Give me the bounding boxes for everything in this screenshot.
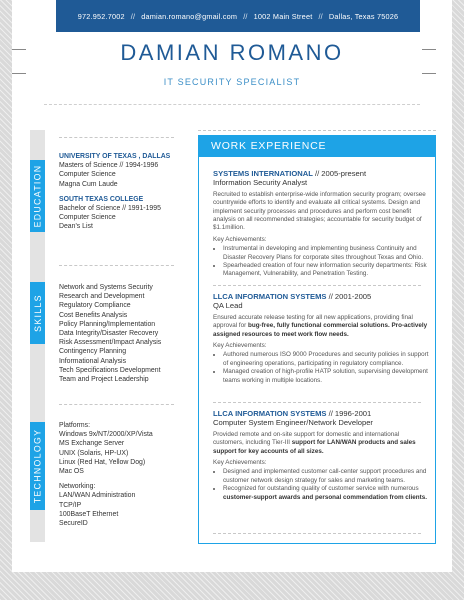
degree-line: Magna Cum Laude xyxy=(59,180,118,188)
skill-item: Policy Planning/Implementation xyxy=(59,320,156,328)
technology-section xyxy=(59,421,184,528)
job-title: QA Lead xyxy=(213,301,243,311)
job-description xyxy=(213,314,429,339)
degree-line: Bachelor of Science // 1991-1995 xyxy=(59,205,161,213)
networking-item: LAN/WAN Administration xyxy=(59,492,136,500)
achievement-item xyxy=(223,485,429,502)
job-company: LLCA INFORMATION SYSTEMS xyxy=(213,409,327,418)
achievement-item: • Instrumental in developing and implementing business Continuity and Disaster Recovery Plans for corporate sites throughout Texas and Ohio. xyxy=(223,245,429,262)
skill-item: Risk Assessment/Impact Analysis xyxy=(59,339,162,347)
networking-item: TCP/IP xyxy=(59,501,82,509)
skill-item: Cost Benefits Analysis xyxy=(59,311,128,319)
skill-item: Informational Analysis xyxy=(59,357,127,365)
job-entry xyxy=(213,292,429,385)
job-company: LLCA INFORMATION SYSTEMS xyxy=(213,292,327,301)
school-name: UNIVERSITY OF TEXAS , DALLAS xyxy=(59,153,171,160)
school-name: SOUTH TEXAS COLLEGE xyxy=(59,195,144,203)
achievement-list xyxy=(213,468,429,502)
job-dates: // 1996-2001 xyxy=(326,409,372,418)
left-divider xyxy=(59,137,174,138)
degree-line: Computer Science xyxy=(59,171,116,179)
job-divider xyxy=(213,285,421,286)
degree-line: Masters of Science // 1994-1996 xyxy=(59,162,159,170)
key-achievements-label: Key Achievements: xyxy=(213,342,267,350)
platforms-label: Platforms: xyxy=(59,422,91,429)
achievement-highlight: customer-support awards and personal commendation from clients. xyxy=(223,493,427,501)
header-dash-right-bottom xyxy=(422,73,436,74)
description-highlight: bug-free, fully functional commercial solutions. Pro-actively assigned resources to meet work flow needs. xyxy=(213,322,428,338)
degree-line: Computer Science xyxy=(59,214,116,222)
achievement-item: • Authored numerous ISO 9000 Procedures and security policies in support of engineering operations, participating in regulatory compliance. xyxy=(223,351,429,368)
contact-phone: 972.952.7002 xyxy=(77,11,125,21)
key-achievements-label: Key Achievements: xyxy=(213,459,267,467)
achievement-item: • Designed and implemented customer call-center support procedures and customer network design strategy for sales and marketing teams. xyxy=(223,468,429,485)
platform-item: Mac OS xyxy=(59,468,84,476)
achievement-list xyxy=(213,351,429,385)
candidate-name: DAMIAN ROMANO xyxy=(120,40,344,65)
skill-item: Research and Development xyxy=(59,293,145,301)
right-divider xyxy=(198,130,436,131)
platform-item: UNIX (Solaris, HP-UX) xyxy=(59,449,129,457)
degree-line: Dean's List xyxy=(59,223,93,231)
job-entry xyxy=(213,169,429,279)
contact-separator: // xyxy=(130,11,136,21)
job-description xyxy=(213,431,429,456)
achievement-item: • Spearheaded creation of four new information security departments: Risk Management, Vulnerability, and Penetration Testing. xyxy=(223,262,429,279)
resume-page xyxy=(12,0,452,572)
work-experience-panel xyxy=(198,135,436,544)
description-highlight: support for LAN/WAN products and sales support for key accounts of all sizes. xyxy=(213,439,416,455)
skills-tab xyxy=(30,282,45,344)
job-dates: // 2001-2005 xyxy=(326,292,372,301)
achievement-list xyxy=(213,245,429,279)
platform-item: MS Exchange Server xyxy=(59,440,125,448)
description-text: Ensured accurate release testing for all new applications, providing final approval for xyxy=(213,313,413,330)
education-tab xyxy=(30,160,45,232)
platform-item: Linux (Red Hat, Yellow Dog) xyxy=(59,458,146,466)
networking-item: SecureID xyxy=(59,520,88,528)
contact-address: 1002 Main Street xyxy=(253,11,313,21)
platform-item: Windows 9x/NT/2000/XP/Vista xyxy=(59,431,153,439)
networking-label: Networking: xyxy=(59,483,96,491)
left-divider xyxy=(59,404,174,405)
achievement-item: • Managed creation of high-profile HATP solution, supervising development teams working in multiple locations. xyxy=(223,368,429,385)
description-text: Provided remote and on-site support for domestic and international customers, including Tier-III xyxy=(213,430,400,447)
technology-tab xyxy=(30,422,45,510)
education-tab-label: EDUCATION xyxy=(32,164,43,228)
job-description: Recruited to establish enterprise-wide information security program; oversee countrywide efforts to identify and evaluate all critical systems. Design and implement security processes and procedures and perform cost benefit analysis on all recommended strategies; accountable for security budget of $1.1million. xyxy=(213,190,426,232)
skills-tab-label: SKILLS xyxy=(32,294,43,332)
candidate-role: IT SECURITY SPECIALIST xyxy=(163,77,301,87)
skill-item: Network and Systems Security xyxy=(59,284,153,291)
header-dash-left-bottom xyxy=(12,73,26,74)
panel-footer-divider xyxy=(213,533,421,534)
skill-item: Tech Specifications Development xyxy=(59,366,161,374)
key-achievements-label: Key Achievements: xyxy=(213,235,267,243)
job-company: SYSTEMS INTERNATIONAL xyxy=(213,169,313,178)
skill-item: Data Integrity/Disaster Recovery xyxy=(59,330,159,338)
job-dates: // 2005-present xyxy=(312,169,367,178)
header-dash-right-top xyxy=(422,49,436,50)
contact-separator: // xyxy=(318,11,323,21)
education-section xyxy=(59,152,184,232)
skill-item: Team and Project Leadership xyxy=(59,376,149,384)
job-entry xyxy=(213,409,429,502)
work-experience-heading: WORK EXPERIENCE xyxy=(199,135,435,157)
networking-item: 100BaseT Ethernet xyxy=(59,510,119,518)
header-dash-left-top xyxy=(12,49,26,50)
skill-item: Regulatory Compliance xyxy=(59,302,131,310)
achievement-text: Recognized for outstanding quality of customer service with numerous xyxy=(223,485,419,493)
contact-email[interactable]: damian.romano@gmail.com xyxy=(141,11,238,21)
skills-section xyxy=(59,283,184,384)
left-divider xyxy=(59,265,174,266)
job-title: Computer System Engineer/Network Developer xyxy=(213,418,373,428)
skill-item: Contingency Planning xyxy=(59,348,127,356)
contact-bar xyxy=(56,0,420,32)
job-title: Information Security Analyst xyxy=(213,178,308,188)
contact-city: Dallas, Texas 75026 xyxy=(328,11,399,21)
header-divider xyxy=(44,104,420,105)
job-divider xyxy=(213,402,421,403)
technology-tab-label: TECHNOLOGY xyxy=(32,428,43,504)
contact-separator: // xyxy=(243,11,248,21)
